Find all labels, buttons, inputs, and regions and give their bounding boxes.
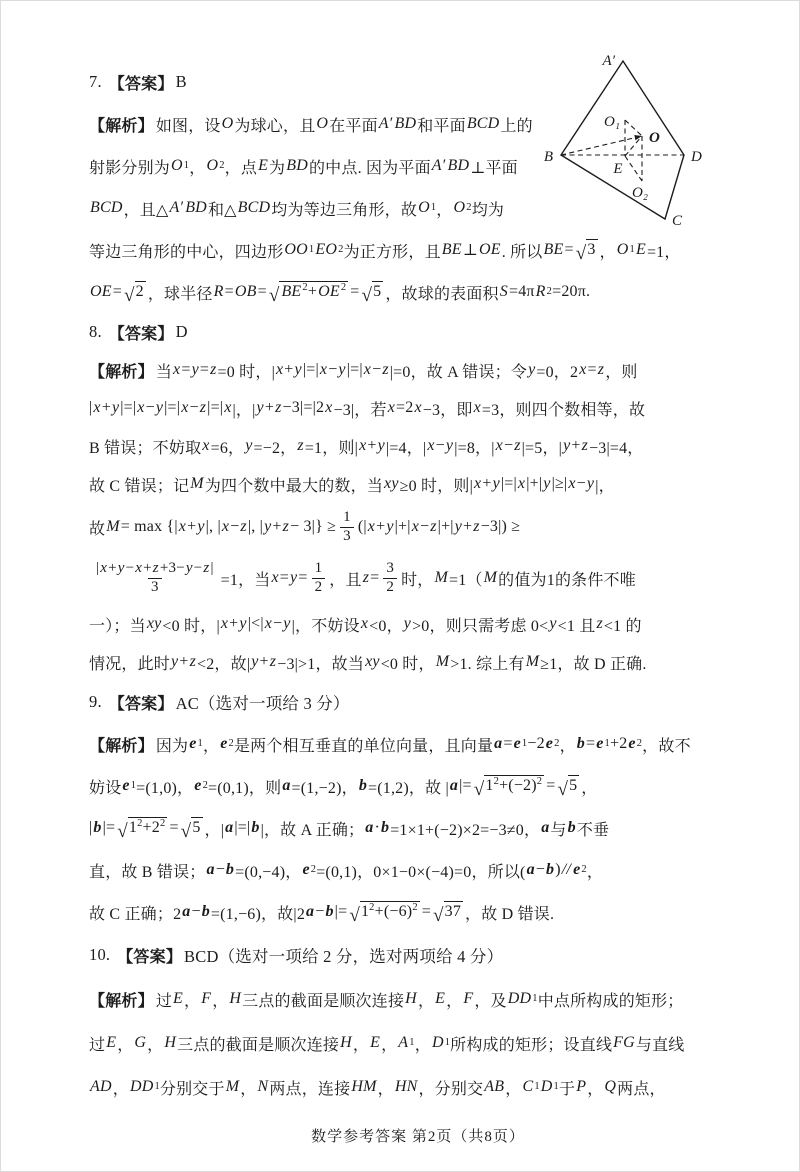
question-number: 8. xyxy=(89,322,102,341)
answer-line-q8 xyxy=(89,313,747,351)
label-E: E xyxy=(613,161,623,177)
label-D: D xyxy=(691,149,702,165)
solution-line: 等边三角形的中心，四边形 OO 1 EO 2 为正方形，且 BE ⊥ OE . 所以 BE = √ 3 ， O 1 E =1， xyxy=(89,241,681,264)
answer-value: BCD（选对一项给 2 分，选对两项给 4 分） xyxy=(184,947,504,966)
answer-value: B xyxy=(175,72,187,91)
solution-line: | x + y |=| x − y |=| x − z |=| x |，| y + z −3|=|2 x −3|，若 x =2 x −3，即 x =3，则四个数相等，故 xyxy=(89,399,646,419)
solution-line: 一）；当 xy <0 时，| x + y |<| x − y |，不妨设 x <0， y >0，则只需考虑 0< y <1 且 z <1 的 xyxy=(89,615,642,635)
solution-line: 射影分别为 O 1 ， O 2 ，点 E 为 BD 的中点. 因为平面 A ′ BD ⊥平面 xyxy=(89,157,518,177)
solution-line: | b |= √ $1^2+2^2$ = √ 5 ，| a |=| b |，故 A 正确； a · b =1×1+(−2)×2=−3≠0， a 与 b 不垂 xyxy=(89,818,610,842)
geometry-figure-q7 xyxy=(539,43,799,241)
solution-line: 故 C 正确；2 a − b =(1,−6)，故|2 a − b |= √ $1^2+(-6)^2$ = √ 37 ，故 D 错误. xyxy=(89,902,555,926)
label-O1: O₁ xyxy=(603,114,620,130)
answer-line-q10 xyxy=(89,933,747,977)
question-8-solution xyxy=(89,313,747,681)
question-number: 9. xyxy=(89,692,102,711)
footer-text: 数学参考答案 第2页（共8页） xyxy=(311,1128,525,1145)
label-O: O xyxy=(649,130,660,146)
label-O2: O₂ xyxy=(631,185,649,201)
solution-line: 直，故 B 错误； a − b =(0,−4)， e 2 =(0,1)，0×1−0×(−4)=0，所以( a − b ) // e 2 ， xyxy=(89,861,604,881)
figure-solid-edges xyxy=(561,61,684,219)
answer-label: 【答案】 xyxy=(108,695,174,713)
answer-value: D xyxy=(175,322,188,341)
solution-line: |x+y−x+z+3−y−z| 3 =1，当 x = y = 1 2 ，且 z = 3 2 时， M =1（ M 的值为1的条件不唯 xyxy=(96,560,636,595)
solution-line: 故 C 错误；记 M 为四个数中最大的数，当 xy ≥0 时，则| x + y |=| x |+| y |≥| x − y |， xyxy=(89,475,615,495)
solution-line: 【解析】 如图，设 O 为球心，且 O 在平面 A ′ BD 和平面 BCD 上的 xyxy=(89,115,533,135)
question-9-solution xyxy=(89,681,747,933)
question-number: 10. xyxy=(89,945,111,964)
arrowhead-at-O xyxy=(634,135,642,140)
solution-line: 【解析】 因为 e 1 ， e 2 是两个相互垂直的单位向量，且向量 a = e 1 −2 e 2 ， b = e 1 +2 e 2 ，故不 xyxy=(89,735,691,755)
solution-line: BCD ，且△ A ′ BD 和△ BCD 均为等边三角形，故 O 1 ， O 2 均为 xyxy=(90,199,505,219)
label-A-prime: A′ xyxy=(602,53,615,69)
solution-line: B 错误；不妨取 x =6， y =−2， z =1，则| x + y |=4，| x − y |=8，| x − z |=5，| y + z −3|=4， xyxy=(89,437,644,457)
answer-label: 【答案】 xyxy=(108,75,174,93)
answer-line-q9 xyxy=(89,681,747,723)
question-number: 7. xyxy=(89,72,102,91)
label-B: B xyxy=(543,149,553,165)
label-C: C xyxy=(672,213,683,229)
page-footer xyxy=(89,1117,747,1153)
answer-value: AC（选对一项给 3 分） xyxy=(175,694,350,713)
solution-line: 【解析】 过 E ， F ， H 三点的截面是顺次连接 H ， E ， F ，及 DD 1 中点所构成的矩形； xyxy=(89,990,684,1010)
answer-label: 【答案】 xyxy=(108,325,174,343)
solution-line: 情况，此时 y + z <2，故| y + z −3|>1，故当 xy <0 时， M >1. 综上有 M ≥1，故 D 正确. xyxy=(89,653,647,673)
solution-line: 妨设 e 1 =(1,0)， e 2 =(0,1)，则 a =(1,−2)， b =(1,2)，故 | a |= √ $1^2+(-2)^2$ = √ 5 ， xyxy=(89,776,598,800)
solution-line: 故 M = max {| x + y |, | x − z |, | y + z − 3|} ≥ 1 3 (| x + y |+| x − z |+| y + z −3|) ≥ xyxy=(89,509,521,544)
solution-line: AD ， DD 1 分别交于 M ， N 两点，连接 HM ， HN ，分别交 AB ， C 1 D 1 于 P ， Q 两点， xyxy=(90,1078,666,1098)
question-10-solution xyxy=(89,933,747,1109)
solution-line: 过 E ， G ， H 三点的截面是顺次连接 H ， E ， A 1 ， D 1 所构成的矩形；设直线 FG 与直线 xyxy=(89,1034,685,1054)
solution-line: 【解析】 当 x = y = z =0 时，| x + y |=| x − y |=| x − z |=0，故 A 错误；令 y =0，2 x = z ，则 xyxy=(89,361,638,381)
answer-label: 【答案】 xyxy=(117,948,183,966)
solution-line: OE = √ 2 ，球半径 R = OB = √ $BE^2+OE^2$ = √ 5 ，故球的表面积 S =4π R 2 =20π. xyxy=(90,282,591,306)
